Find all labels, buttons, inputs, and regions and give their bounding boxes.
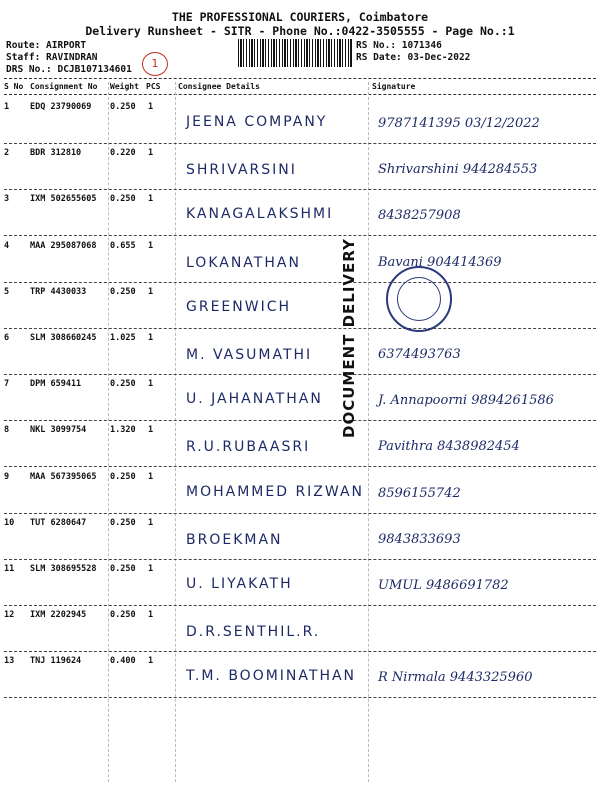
row-sno: 11 — [4, 564, 15, 574]
row-signature: Bavani 904414369 — [378, 254, 502, 270]
row-sno: 10 — [4, 517, 15, 528]
table-row — [0, 144, 600, 190]
row-pcs: 1 — [148, 471, 154, 482]
table-row — [0, 606, 600, 652]
row-weight: 0.250 — [110, 194, 136, 205]
drs-number: DRS No.: DCJB107134601 — [6, 64, 132, 75]
row-pcs: 1 — [148, 425, 154, 436]
row-weight: 0.400 — [110, 656, 136, 667]
row-consignee: T.M. BOOMINATHAN — [186, 668, 357, 685]
row-consignment-no: SLM 308695528 — [30, 564, 97, 574]
row-weight: 0.655 — [110, 240, 136, 251]
row-consignment-no: NKL 3099754 — [30, 425, 87, 436]
row-consignee: MOHAMMED RIZWAN — [186, 483, 365, 500]
staff-label: Staff: RAVINDRAN — [6, 52, 98, 63]
row-pcs: 1 — [148, 379, 154, 390]
table-row — [0, 329, 600, 375]
rs-number: RS No.: 1071346 — [356, 40, 442, 51]
row-weight: 0.250 — [110, 517, 136, 528]
row-pcs: 1 — [148, 564, 154, 574]
row-pcs: 1 — [148, 148, 154, 159]
row-weight: 1.025 — [110, 333, 136, 343]
col-weight: Weight — [110, 82, 139, 91]
seal-inner-ring — [397, 277, 441, 321]
row-consignee: SHRIVARSINI — [186, 162, 297, 179]
handwritten-circle-mark: 1 — [142, 52, 168, 76]
row-weight: 0.250 — [110, 102, 136, 112]
table-row — [0, 468, 600, 514]
row-sno: 2 — [4, 148, 10, 159]
row-signature: Shrivarshini 944284553 — [378, 162, 538, 178]
table-row — [0, 514, 600, 560]
row-sno: 4 — [4, 240, 10, 251]
row-weight: 0.250 — [110, 286, 136, 297]
row-sno: 1 — [4, 102, 10, 112]
row-consignee: JEENA COMPANY — [186, 114, 328, 130]
row-consignee: R.U.RUBAASRI — [186, 439, 311, 456]
row-pcs: 1 — [148, 240, 154, 251]
row-pcs: 1 — [148, 102, 154, 112]
row-sno: 5 — [4, 286, 10, 297]
row-consignment-no: DPM 659411 — [30, 379, 82, 390]
row-sno: 7 — [4, 379, 10, 390]
col-pcs: PCS — [146, 82, 161, 91]
row-sno: 8 — [4, 425, 10, 436]
row-consignee: GREENWICH — [186, 298, 292, 315]
header-bottom-divider — [4, 94, 596, 95]
route-label: Route: AIRPORT — [6, 40, 87, 51]
row-sno: 13 — [4, 656, 15, 667]
row-weight: 0.250 — [110, 471, 136, 482]
row-consignee: D.R.SENTHIL.R. — [186, 624, 321, 641]
row-weight: 0.220 — [110, 148, 136, 159]
row-signature: 9787141395 03/12/2022 — [378, 116, 540, 131]
row-signature: 6374493763 — [378, 347, 461, 362]
table-row — [0, 560, 600, 606]
table-row — [0, 283, 600, 329]
header-divider — [4, 78, 596, 79]
company-title: THE PROFESSIONAL COURIERS, Coimbatore — [171, 10, 429, 24]
table-row — [0, 98, 600, 144]
row-sno: 9 — [4, 471, 10, 482]
row-pcs: 1 — [148, 656, 154, 667]
row-pcs: 1 — [148, 517, 154, 528]
row-consignment-no: TNJ 119624 — [30, 656, 82, 667]
table-row — [0, 237, 600, 283]
row-pcs: 1 — [148, 333, 154, 343]
table-row — [0, 421, 600, 467]
col-sno: S No — [4, 82, 24, 91]
row-consignment-no: MAA 567395065 — [30, 471, 97, 482]
row-pcs: 1 — [148, 286, 154, 297]
row-signature: 8438257908 — [378, 208, 461, 224]
row-consignee: KANAGALAKSHMI — [186, 206, 334, 223]
row-weight: 0.250 — [110, 610, 136, 621]
col-consignment: Consignment No — [30, 82, 98, 91]
row-consignee: U. LIYAKATH — [186, 576, 293, 592]
table-row — [0, 190, 600, 236]
row-consignee: BROEKMAN — [186, 531, 283, 548]
row-signature: 9843833693 — [378, 531, 461, 547]
col-signature: Signature — [372, 82, 416, 91]
barcode — [238, 39, 352, 67]
row-sno: 12 — [4, 610, 15, 621]
row-signature: UMUL 9486691782 — [378, 578, 509, 593]
row-weight: 1.320 — [110, 425, 136, 436]
table-row — [0, 375, 600, 421]
row-sno: 6 — [4, 333, 10, 343]
row-consignee: U. JAHANATHAN — [186, 391, 323, 408]
row-consignment-no: MAA 295087068 — [30, 240, 97, 251]
row-consignment-no: IXM 502655605 — [30, 194, 97, 205]
row-consignment-no: TRP 4430033 — [30, 286, 87, 297]
row-pcs: 1 — [148, 194, 154, 205]
courier-seal — [386, 266, 452, 332]
row-consignee: LOKANATHAN — [186, 254, 301, 271]
runsheet-subtitle: Delivery Runsheet - SITR - Phone No.:0422-3505555 - Page No.:1 — [85, 24, 515, 38]
row-consignment-no: EDQ 23790069 — [30, 102, 92, 112]
row-signature: J. Annapoorni 9894261586 — [378, 393, 554, 409]
table-row — [0, 652, 600, 698]
row-signature: R Nirmala 9443325960 — [378, 670, 533, 686]
row-pcs: 1 — [148, 610, 154, 621]
row-sno: 3 — [4, 194, 10, 205]
row-signature: 8596155742 — [378, 485, 461, 501]
row-consignment-no: BDR 312810 — [30, 148, 82, 159]
row-consignment-no: IXM 2202945 — [30, 610, 87, 621]
row-consignee: M. VASUMATHI — [186, 347, 313, 363]
row-consignment-no: TUT 6280647 — [30, 517, 87, 528]
row-signature: Pavithra 8438982454 — [378, 439, 520, 455]
row-weight: 0.250 — [110, 379, 136, 390]
rs-date: RS Date: 03-Dec-2022 — [356, 52, 471, 63]
row-consignment-no: SLM 308660245 — [30, 333, 97, 343]
row-divider — [4, 697, 596, 698]
row-weight: 0.250 — [110, 564, 136, 574]
document-delivery-stamp: DOCUMENT DELIVERY — [340, 238, 358, 438]
col-consignee: Consignee Details — [178, 82, 260, 91]
